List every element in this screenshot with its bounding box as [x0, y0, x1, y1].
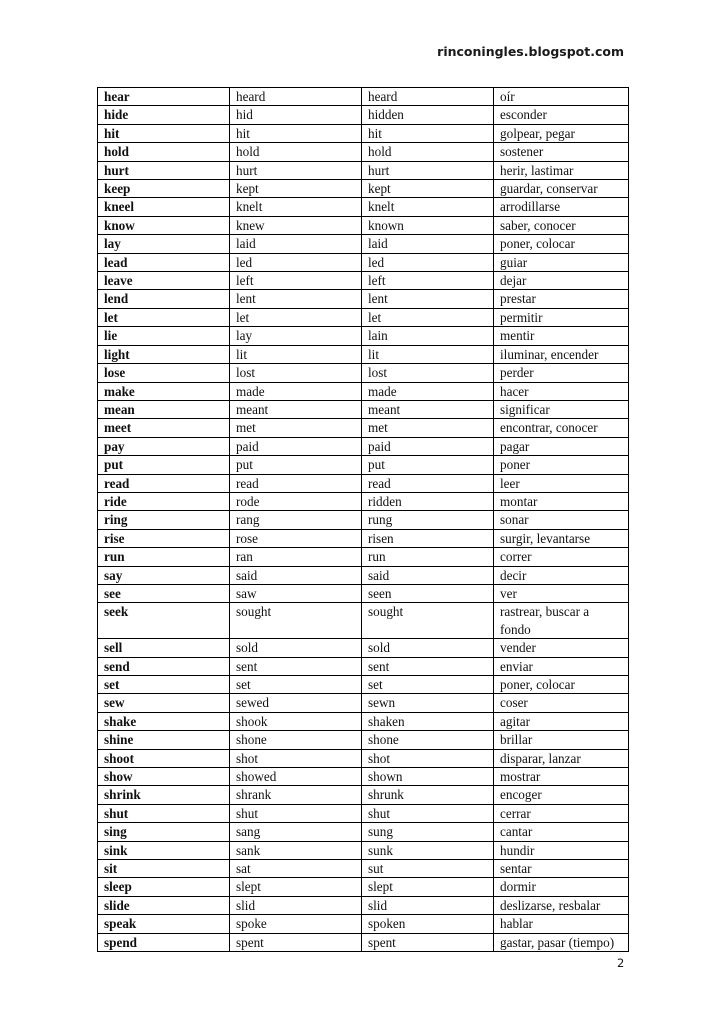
table-row: [98, 124, 629, 142]
past-simple-cell: slept: [230, 878, 362, 896]
translation-cell: surgir, levantarse: [494, 529, 629, 547]
table-row: [98, 639, 629, 657]
base-form-cell: lead: [98, 253, 230, 271]
base-form-cell: make: [98, 382, 230, 400]
past-simple-cell: spoke: [230, 915, 362, 933]
past-participle-cell: sunk: [362, 841, 494, 859]
table-row: [98, 106, 629, 124]
past-participle-cell: sut: [362, 860, 494, 878]
table-row: [98, 676, 629, 694]
table-row: [98, 161, 629, 179]
table-row: [98, 657, 629, 675]
past-simple-cell: meant: [230, 400, 362, 418]
past-participle-cell: kept: [362, 180, 494, 198]
past-participle-cell: knelt: [362, 198, 494, 216]
translation-cell: herir, lastimar: [494, 161, 629, 179]
past-participle-cell: said: [362, 566, 494, 584]
base-form-cell: lose: [98, 364, 230, 382]
past-simple-cell: ran: [230, 548, 362, 566]
past-simple-cell: led: [230, 253, 362, 271]
past-simple-cell: lit: [230, 345, 362, 363]
base-form-cell: pay: [98, 437, 230, 455]
base-form-cell: sink: [98, 841, 230, 859]
past-simple-cell: lent: [230, 290, 362, 308]
table-row: [98, 694, 629, 712]
past-simple-cell: spent: [230, 933, 362, 951]
past-participle-cell: left: [362, 272, 494, 290]
past-simple-cell: lost: [230, 364, 362, 382]
past-participle-cell: shrunk: [362, 786, 494, 804]
base-form-cell: hurt: [98, 161, 230, 179]
table-row: [98, 529, 629, 547]
translation-cell: montar: [494, 492, 629, 510]
past-simple-cell: heard: [230, 88, 362, 106]
past-participle-cell: meant: [362, 400, 494, 418]
table-row: [98, 364, 629, 382]
base-form-cell: slide: [98, 896, 230, 914]
translation-cell: dormir: [494, 878, 629, 896]
translation-cell: significar: [494, 400, 629, 418]
past-simple-cell: knelt: [230, 198, 362, 216]
base-form-cell: sell: [98, 639, 230, 657]
translation-cell: oír: [494, 88, 629, 106]
past-simple-cell: hurt: [230, 161, 362, 179]
translation-cell: arrodillarse: [494, 198, 629, 216]
base-form-cell: sew: [98, 694, 230, 712]
past-simple-cell: sent: [230, 657, 362, 675]
past-participle-cell: spoken: [362, 915, 494, 933]
translation-cell: permitir: [494, 308, 629, 326]
past-simple-cell: set: [230, 676, 362, 694]
past-participle-cell: sung: [362, 823, 494, 841]
past-simple-cell: left: [230, 272, 362, 290]
past-simple-cell: put: [230, 456, 362, 474]
base-form-cell: spend: [98, 933, 230, 951]
past-simple-cell: shook: [230, 712, 362, 730]
base-form-cell: set: [98, 676, 230, 694]
base-form-cell: see: [98, 584, 230, 602]
translation-cell: poner, colocar: [494, 676, 629, 694]
past-participle-cell: shot: [362, 749, 494, 767]
past-participle-cell: lost: [362, 364, 494, 382]
base-form-cell: hold: [98, 143, 230, 161]
translation-cell: rastrear, buscar a fondo: [494, 603, 629, 639]
past-participle-cell: rung: [362, 511, 494, 529]
base-form-cell: sleep: [98, 878, 230, 896]
past-participle-cell: lit: [362, 345, 494, 363]
table-row: [98, 216, 629, 234]
translation-cell: deslizarse, resbalar: [494, 896, 629, 914]
translation-cell: poner: [494, 456, 629, 474]
base-form-cell: speak: [98, 915, 230, 933]
past-participle-cell: let: [362, 308, 494, 326]
past-simple-cell: sank: [230, 841, 362, 859]
past-simple-cell: met: [230, 419, 362, 437]
table-row: [98, 437, 629, 455]
base-form-cell: shake: [98, 712, 230, 730]
past-simple-cell: hid: [230, 106, 362, 124]
past-participle-cell: run: [362, 548, 494, 566]
base-form-cell: send: [98, 657, 230, 675]
past-participle-cell: hurt: [362, 161, 494, 179]
past-participle-cell: ridden: [362, 492, 494, 510]
past-participle-cell: shut: [362, 804, 494, 822]
base-form-cell: shoot: [98, 749, 230, 767]
base-form-cell: shut: [98, 804, 230, 822]
base-form-cell: lie: [98, 327, 230, 345]
base-form-cell: kneel: [98, 198, 230, 216]
past-simple-cell: made: [230, 382, 362, 400]
translation-cell: mentir: [494, 327, 629, 345]
past-simple-cell: showed: [230, 768, 362, 786]
table-row: [98, 603, 629, 639]
past-simple-cell: lay: [230, 327, 362, 345]
base-form-cell: sit: [98, 860, 230, 878]
past-participle-cell: lent: [362, 290, 494, 308]
past-participle-cell: heard: [362, 88, 494, 106]
past-simple-cell: sold: [230, 639, 362, 657]
past-participle-cell: hit: [362, 124, 494, 142]
translation-cell: perder: [494, 364, 629, 382]
table-row: [98, 804, 629, 822]
translation-cell: sentar: [494, 860, 629, 878]
table-row: [98, 768, 629, 786]
past-simple-cell: hit: [230, 124, 362, 142]
base-form-cell: light: [98, 345, 230, 363]
translation-cell: hablar: [494, 915, 629, 933]
table-row: [98, 731, 629, 749]
translation-cell: disparar, lanzar: [494, 749, 629, 767]
translation-cell: leer: [494, 474, 629, 492]
translation-cell: correr: [494, 548, 629, 566]
translation-cell: sonar: [494, 511, 629, 529]
past-participle-cell: paid: [362, 437, 494, 455]
translation-cell: brillar: [494, 731, 629, 749]
translation-cell: coser: [494, 694, 629, 712]
past-simple-cell: knew: [230, 216, 362, 234]
translation-cell: prestar: [494, 290, 629, 308]
translation-cell: saber, conocer: [494, 216, 629, 234]
base-form-cell: hide: [98, 106, 230, 124]
translation-cell: decir: [494, 566, 629, 584]
base-form-cell: hear: [98, 88, 230, 106]
translation-cell: encoger: [494, 786, 629, 804]
table-row: [98, 456, 629, 474]
table-row: [98, 474, 629, 492]
past-simple-cell: sat: [230, 860, 362, 878]
base-form-cell: seek: [98, 603, 230, 639]
past-participle-cell: sent: [362, 657, 494, 675]
past-simple-cell: laid: [230, 235, 362, 253]
base-form-cell: let: [98, 308, 230, 326]
past-participle-cell: sewn: [362, 694, 494, 712]
past-simple-cell: sang: [230, 823, 362, 841]
table-row: [98, 749, 629, 767]
table-row: [98, 492, 629, 510]
translation-cell: pagar: [494, 437, 629, 455]
site-header: rinconingles.blogspot.com: [437, 44, 624, 59]
table-row: [98, 786, 629, 804]
table-row: [98, 915, 629, 933]
base-form-cell: say: [98, 566, 230, 584]
translation-cell: iluminar, encender: [494, 345, 629, 363]
table-row: [98, 308, 629, 326]
translation-cell: dejar: [494, 272, 629, 290]
past-simple-cell: paid: [230, 437, 362, 455]
past-simple-cell: said: [230, 566, 362, 584]
table-row: [98, 253, 629, 271]
base-form-cell: know: [98, 216, 230, 234]
table-row: [98, 878, 629, 896]
past-simple-cell: rose: [230, 529, 362, 547]
table-row: [98, 180, 629, 198]
past-participle-cell: led: [362, 253, 494, 271]
base-form-cell: run: [98, 548, 230, 566]
table-row: [98, 272, 629, 290]
translation-cell: poner, colocar: [494, 235, 629, 253]
page-number: 2: [617, 956, 625, 970]
table-row: [98, 566, 629, 584]
past-simple-cell: kept: [230, 180, 362, 198]
table-row: [98, 327, 629, 345]
translation-cell: vender: [494, 639, 629, 657]
past-participle-cell: spent: [362, 933, 494, 951]
translation-cell: cerrar: [494, 804, 629, 822]
translation-cell: ver: [494, 584, 629, 602]
past-participle-cell: lain: [362, 327, 494, 345]
base-form-cell: lend: [98, 290, 230, 308]
base-form-cell: leave: [98, 272, 230, 290]
past-participle-cell: seen: [362, 584, 494, 602]
past-participle-cell: sought: [362, 603, 494, 639]
base-form-cell: read: [98, 474, 230, 492]
past-simple-cell: slid: [230, 896, 362, 914]
verb-table-body: [98, 88, 629, 952]
past-simple-cell: shrank: [230, 786, 362, 804]
base-form-cell: ride: [98, 492, 230, 510]
translation-cell: enviar: [494, 657, 629, 675]
base-form-cell: lay: [98, 235, 230, 253]
past-participle-cell: known: [362, 216, 494, 234]
past-participle-cell: shaken: [362, 712, 494, 730]
translation-cell: agitar: [494, 712, 629, 730]
base-form-cell: shine: [98, 731, 230, 749]
table-row: [98, 235, 629, 253]
table-row: [98, 712, 629, 730]
table-row: [98, 584, 629, 602]
translation-cell: mostrar: [494, 768, 629, 786]
table-row: [98, 548, 629, 566]
past-participle-cell: made: [362, 382, 494, 400]
past-simple-cell: sewed: [230, 694, 362, 712]
base-form-cell: show: [98, 768, 230, 786]
base-form-cell: hit: [98, 124, 230, 142]
table-row: [98, 290, 629, 308]
table-row: [98, 345, 629, 363]
past-participle-cell: met: [362, 419, 494, 437]
past-participle-cell: laid: [362, 235, 494, 253]
base-form-cell: put: [98, 456, 230, 474]
translation-cell: golpear, pegar: [494, 124, 629, 142]
past-simple-cell: shone: [230, 731, 362, 749]
translation-cell: esconder: [494, 106, 629, 124]
table-row: [98, 88, 629, 106]
table-row: [98, 860, 629, 878]
past-participle-cell: slid: [362, 896, 494, 914]
past-simple-cell: rang: [230, 511, 362, 529]
translation-cell: guardar, conservar: [494, 180, 629, 198]
past-simple-cell: saw: [230, 584, 362, 602]
translation-cell: hacer: [494, 382, 629, 400]
past-participle-cell: set: [362, 676, 494, 694]
past-simple-cell: shot: [230, 749, 362, 767]
past-participle-cell: slept: [362, 878, 494, 896]
table-row: [98, 933, 629, 951]
past-participle-cell: read: [362, 474, 494, 492]
base-form-cell: sing: [98, 823, 230, 841]
past-participle-cell: hidden: [362, 106, 494, 124]
table-row: [98, 841, 629, 859]
past-participle-cell: shone: [362, 731, 494, 749]
translation-cell: hundir: [494, 841, 629, 859]
table-row: [98, 823, 629, 841]
table-row: [98, 511, 629, 529]
past-simple-cell: let: [230, 308, 362, 326]
base-form-cell: keep: [98, 180, 230, 198]
past-simple-cell: read: [230, 474, 362, 492]
base-form-cell: meet: [98, 419, 230, 437]
table-row: [98, 382, 629, 400]
table-row: [98, 143, 629, 161]
past-simple-cell: hold: [230, 143, 362, 161]
translation-cell: guiar: [494, 253, 629, 271]
past-participle-cell: sold: [362, 639, 494, 657]
translation-cell: gastar, pasar (tiempo): [494, 933, 629, 951]
base-form-cell: mean: [98, 400, 230, 418]
past-participle-cell: shown: [362, 768, 494, 786]
translation-cell: sostener: [494, 143, 629, 161]
translation-cell: encontrar, conocer: [494, 419, 629, 437]
past-simple-cell: rode: [230, 492, 362, 510]
table-row: [98, 198, 629, 216]
base-form-cell: rise: [98, 529, 230, 547]
irregular-verbs-table: [97, 87, 629, 952]
table-row: [98, 896, 629, 914]
base-form-cell: ring: [98, 511, 230, 529]
past-participle-cell: put: [362, 456, 494, 474]
past-participle-cell: hold: [362, 143, 494, 161]
base-form-cell: shrink: [98, 786, 230, 804]
table-row: [98, 400, 629, 418]
translation-cell: cantar: [494, 823, 629, 841]
past-simple-cell: sought: [230, 603, 362, 639]
past-simple-cell: shut: [230, 804, 362, 822]
table-row: [98, 419, 629, 437]
past-participle-cell: risen: [362, 529, 494, 547]
